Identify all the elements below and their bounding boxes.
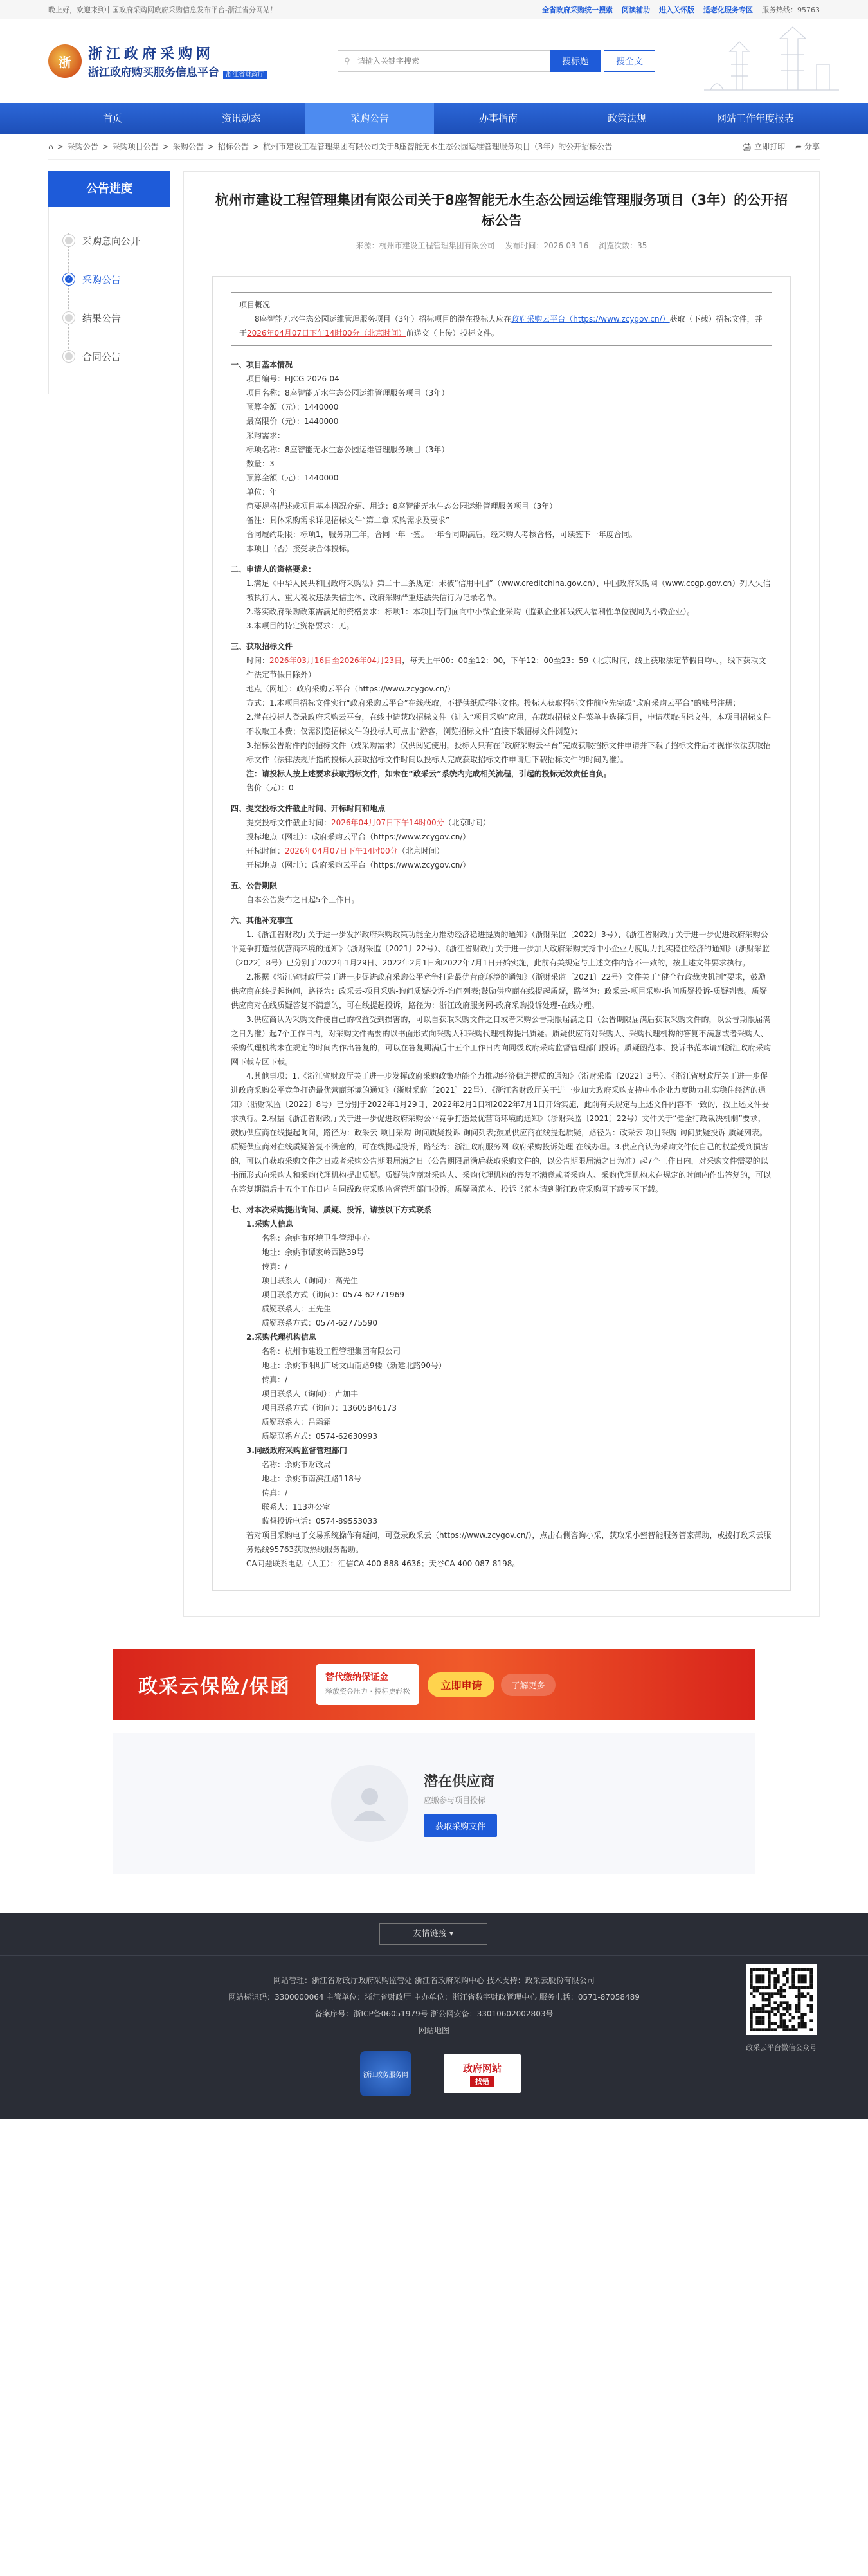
section-line: 地点（网址）：政府采购云平台（https://www.zcygov.cn/）	[246, 684, 455, 693]
section-heading: 一、项目基本情况	[231, 360, 293, 369]
section-line: 项目联系方式（询问）：13605846173	[262, 1403, 397, 1412]
banner-box	[316, 1664, 419, 1705]
welcome-text: 晚上好，欢迎来到中国政府采购网政府采购信息发布平台-浙江省分网站！	[48, 6, 277, 14]
document-sections	[231, 358, 772, 1571]
section-heading: 五、公告期限	[231, 881, 278, 890]
top-link-0[interactable]: 全省政府采购统一搜索	[542, 6, 613, 14]
breadcrumb-item[interactable]: 采购公告	[172, 142, 204, 151]
section-line: 开标时间：2026年04月07日下午14时00分（北京时间）	[246, 846, 444, 855]
supplier-avatar	[331, 1765, 408, 1842]
footer-row: 网站管理：浙江省财政厅政府采购监管处 浙江省政府采购中心 技术支持：政采云股份有限公司	[273, 1976, 595, 1985]
nav-item-4[interactable]: 政策法规	[607, 113, 646, 124]
site-header	[0, 19, 868, 103]
badge2-title: 政府网站	[462, 2062, 502, 2074]
nav-item-2[interactable]: 采购公告	[305, 103, 434, 134]
section-line: 若对项目采购电子交易系统操作有疑问，可登录政采云（https://www.zcygov.cn/），点击右侧咨询小采，获取采小蜜智能服务管家帮助，或拨打政采云服务热线95763获取热线服务帮助。	[246, 1531, 772, 1554]
section-line: 联系人：113办公室	[262, 1503, 330, 1512]
section-line: 4.其他事项：1.《浙江省财政厅关于进一步发挥政府采购政策功能全力推动经济稳进提质的通知》（浙财采监〔2022〕3号）、《浙江省财政厅关于进一步促进政府采购公平竞争打造最优营商环境的通知》（浙财采监〔2021〕22号）、《浙江省财政厅关于进一步加大政府采购支持中小企业力度助力扎实稳住经济的通知》（浙财采监〔2022〕8号）已分别于2022年1月29日、2022年2月1日和2022年7月1日开始实施，此前有关规定与上述文件内容不一致的，按上述文件要求执行。2.根据《浙江省财政厅关于进一步促进政府采购公平竞争打造最优营商环境的通知》（浙财采监〔2021〕22号）文件关于“健全行政裁决机制”要求，鼓励供应商在线提起询问，路径为：政采云-项目采购-询问质疑投诉-询问列表;鼓励供应商在线提起质疑，路径为：政采云-项目采购-询问质疑投诉-质疑列表。质疑供应商对在线质疑答复不满意的，可在线提起投诉，路径为：浙江政府服务网-政府采购投诉处理-在线办理。3.供应商认为采购文件使自己的权益受到损害的，可以自获取采购文件之日或者采购公告期限届满之日（公告期限届满后获取采购文件的，以公告期限届满之日为准）起7个工作日内，对采购文件需要的以书面形式向采购人和采购代理机构提出质疑。质疑供应商对采购人、采购代理机构的答复不满意或者采购人、采购代理机构未在规定的时间内作出答复的，可以在答复期满后十五个工作日内向同级政府采购监督管理部门投诉。质疑函范本、投诉书范本请到浙江政府采购网下载专区下载。	[231, 1072, 772, 1194]
highlighted-date: 2026年04月07日下午14时00分	[331, 818, 444, 827]
nav-item-1[interactable]: 资讯动态	[221, 113, 260, 124]
progress-step-label: 采购公告	[82, 273, 122, 286]
section-line: CA问题联系电话（人工）：汇信CA 400-888-4636；天谷CA 400-087-8198。	[246, 1559, 520, 1568]
section-line: 开标地点（网址）：政府采购云平台（https://www.zcygov.cn/）	[246, 861, 471, 870]
main-nav	[0, 103, 868, 134]
section-line: 数量：3	[246, 459, 275, 468]
nav-item-3[interactable]: 办事指南	[478, 113, 518, 124]
top-link-1[interactable]: 阅读辅助	[622, 6, 650, 14]
section-line: 2.根据《浙江省财政厅关于进一步促进政府采购公平竞争打造最优营商环境的通知》（浙财采监〔2021〕22号）文件关于“健全行政裁决机制”要求，鼓励供应商在线提起询问，路径为：政采云-项目采购-询问质疑投诉-询问列表;鼓励供应商在线提起质疑，路径为：政采云-项目采购-询问质疑投诉-质疑列表。质疑供应商对在线质疑答复不满意的，可在线提起投诉，路径为：浙江政府服务网-政府采购投诉处理-在线办理。	[231, 973, 768, 1010]
site-footer	[0, 1913, 868, 2119]
announcement-article	[183, 171, 820, 1617]
progress-step-label: 合同公告	[82, 351, 122, 363]
top-strip	[0, 0, 868, 19]
section-line: 项目联系人（询问）：卢加丰	[262, 1389, 359, 1398]
check-icon: ✓	[63, 273, 75, 285]
progress-step[interactable]	[63, 337, 170, 376]
section-line: 项目联系人（询问）：高先生	[262, 1276, 359, 1285]
dot-icon	[63, 351, 75, 362]
deadline-text: 2026年04月07日下午14时00分（北京时间）	[247, 329, 406, 338]
section-line: 名称：杭州市建设工程管理集团有限公司	[262, 1347, 401, 1356]
section-line: 备注：具体采购需求详见招标文件“第二章 采购需求及要求”	[246, 516, 450, 525]
breadcrumb-separator: >	[207, 142, 214, 151]
supplier-desc: 应缴参与项目投标	[424, 1795, 486, 1805]
potential-supplier-panel	[113, 1733, 755, 1874]
site-tag: 浙江省财政厅	[223, 71, 267, 79]
section-line: 3.招标公告附件内的招标文件（或采购需求）仅供阅览使用，投标人只有在“政府采购云平台”完成获取招标文件申请并下载了招标文件后才视作依法获取招标文件（法律法规所指的投标人获取招标文件时间以投标人完成获取招标文件申请后下载招标文件的时间为准）。	[246, 741, 771, 764]
top-link-4[interactable]: 服务热线：95763	[762, 6, 820, 14]
section-line: 项目名称：8座智能无水生态公园运维管理服务项目（3年）	[246, 388, 449, 397]
wechat-qr	[746, 1964, 817, 2052]
insurance-banner[interactable]	[113, 1649, 755, 1720]
banner-box-title: 替代缴纳保证金	[325, 1672, 388, 1683]
section-line: 售价（元）：0	[246, 783, 294, 792]
pagoda-skyline-icon	[698, 26, 845, 96]
progress-step[interactable]	[63, 298, 170, 337]
section-line: 3.本项目的特定资格要求：无。	[246, 621, 354, 630]
main-content	[48, 171, 820, 1617]
dot-icon	[63, 312, 75, 324]
section-heading: 四、提交投标文件截止时间、开标时间和地点	[231, 804, 386, 813]
section-line: 预算金额（元）：1440000	[246, 473, 339, 482]
section-line: 地址：余姚市阳明广场文山南路9楼（新建北路90号）	[262, 1361, 446, 1370]
overview-text-3: 前递交（上传）投标文件。	[406, 329, 499, 338]
section-line: 采购需求：	[246, 431, 285, 440]
breadcrumb	[48, 134, 820, 160]
supplier-title: 潜在供应商	[424, 1773, 495, 1790]
progress-sidebar	[48, 171, 170, 1617]
section-line: 质疑联系方式：0574-62630993	[262, 1432, 377, 1441]
footer-info	[0, 1972, 868, 2039]
section-line: 投标地点（网址）：政府采购云平台（https://www.zcygov.cn/）	[246, 832, 471, 841]
footer-divider	[0, 1955, 868, 1956]
site-logo[interactable]	[48, 43, 267, 79]
nav-item-0[interactable]: 首页	[102, 113, 122, 124]
banner-title: 政采云保险/保函	[138, 1676, 291, 1698]
breadcrumb-item[interactable]: 招标公告	[217, 142, 249, 151]
section-line: 2.潜在投标人登录政府采购云平台，在线申请获取招标文件（进入“项目采购”应用，在获取招标文件菜单中选择项目，申请获取招标文件，本项目招标文件不收取工本费；仅需浏览招标文件的投标人可点击“游客，浏览招标文件”直接下载招标文件浏览）；	[246, 713, 771, 736]
dot-icon	[63, 235, 75, 246]
section-line: 项目编号：HJCG-2026-04	[246, 374, 339, 383]
section-line: 方式：1.本项目招标文件实行“政府采购云平台”在线获取，不提供纸质招标文件。投标人获取招标文件前应先完成“政府采购云平台”的账号注册；	[246, 699, 741, 708]
home-icon[interactable]: ⌂	[48, 142, 53, 151]
qr-label: 政采云平台微信公众号	[746, 2043, 817, 2052]
article-published: 发布时间：2026-03-16	[505, 241, 589, 250]
section-line: 标项名称：8座智能无水生态公园运维管理服务项目（3年）	[246, 445, 449, 454]
print-label: 立即打印	[754, 142, 786, 151]
section-heading: 七、对本次采购提出询问、质疑、投诉，请按以下方式联系	[231, 1205, 432, 1214]
overview-text-2: 获取（下载）招标文件，并于	[239, 315, 763, 338]
project-overview	[231, 292, 772, 346]
footer-row[interactable]: 网站地图	[418, 2026, 449, 2035]
section-line: 提交投标文件截止时间：2026年04月07日下午14时00分（北京时间）	[246, 818, 491, 827]
section-line: 2.采购代理机构信息	[246, 1333, 316, 1342]
site-title: 浙江政府采购网	[88, 46, 215, 62]
top-link-2[interactable]: 进入关怀版	[659, 6, 694, 14]
article-source: 来源：杭州市建设工程管理集团有限公司	[356, 241, 495, 250]
top-link-3[interactable]: 适老化服务专区	[703, 6, 753, 14]
share-label: 分享	[804, 142, 820, 151]
section-line: 1.满足《中华人民共和国政府采购法》第二十二条规定；未被“信用中国”（www.creditchina.gov.cn）、中国政府采购网（www.ccgp.gov.cn）列入失信被执行人、重大税收违法失信主体、政府采购严重违法失信行为记录名单。	[246, 579, 771, 602]
section-line: 传真：/	[262, 1262, 288, 1271]
section-line: 预算金额（元）：1440000	[246, 403, 339, 412]
sidebar-title: 公告进度	[48, 171, 170, 207]
section-line: 名称：余姚市财政局	[262, 1460, 332, 1469]
top-links	[542, 5, 820, 15]
search-title-button[interactable]: 搜标题	[550, 50, 601, 72]
highlighted-date: 2026年04月07日下午14时00分	[285, 846, 398, 855]
overview-heading: 项目概况	[239, 300, 271, 309]
document-body	[212, 276, 791, 1591]
breadcrumb-item[interactable]: 杭州市建设工程管理集团有限公司关于8座智能无水生态公园运维管理服务项目（3年）的公开招标公告	[263, 142, 613, 151]
section-line: 2.落实政府采购政策需满足的资格要求：标项1：本项目专门面向中小微企业采购（监狱企业和残疾人福利性单位视同为小微企业）。	[246, 607, 695, 616]
section-line: 传真：/	[262, 1375, 288, 1384]
section-line: 本项目（否）接受联合体投标。	[246, 544, 355, 553]
print-button[interactable]: 🖨 立即打印	[742, 142, 786, 151]
section-line: 3.同级政府采购监督管理部门	[246, 1446, 347, 1455]
breadcrumb-item[interactable]: 采购公告	[67, 142, 98, 151]
banner-box-sub: 释放资金压力 · 投标更轻松	[325, 1687, 410, 1695]
breadcrumb-separator: >	[57, 142, 64, 151]
share-button[interactable]: ➦ 分享	[795, 142, 820, 151]
user-icon	[347, 1781, 392, 1826]
banner-apply-button[interactable]: 立即申请	[428, 1672, 494, 1697]
breadcrumb-separator: >	[162, 142, 169, 151]
qr-code-icon	[746, 1964, 817, 2035]
section-line: 质疑联系人：吕霜霜	[262, 1418, 332, 1427]
search-fulltext-button[interactable]: 搜全文	[604, 50, 655, 72]
section-line: 地址：余姚市谭家岭西路39号	[262, 1248, 365, 1257]
section-heading: 二、申请人的资格要求：	[231, 565, 316, 574]
progress-steps	[48, 207, 170, 394]
search-input[interactable]	[338, 50, 550, 72]
section-line: 1.采购人信息	[246, 1219, 293, 1229]
section-line: 1.《浙江省财政厅关于进一步发挥政府采购政策功能全力推动经济稳进提质的通知》（浙财采监〔2022〕3号）、《浙江省财政厅关于进一步促进政府采购公平竞争打造最优营商环境的通知》（浙财采监〔2021〕22号）、《浙江省财政厅关于进一步加大政府采购支持中小企业力度助力扎实稳住经济的通知》（浙财采监〔2022〕8号）已分别于2022年1月29日、2022年2月1日和2022年7月1日开始实施，此前有关规定与上述文件内容不一致的，按上述文件要求执行。	[231, 930, 770, 967]
article-title: 杭州市建设工程管理集团有限公司关于8座智能无水生态公园运维管理服务项目（3年）的公开招标公告	[215, 192, 788, 228]
section-line: 项目联系方式（询问）：0574-62771969	[262, 1290, 404, 1299]
highlighted-date: 2026年03月16日至2026年04月23日	[269, 656, 402, 665]
badge2-sub: 找错	[470, 2076, 494, 2087]
section-line: 质疑联系方式：0574-62775590	[262, 1319, 377, 1328]
section-line: 合同履约期限：标项1，服务期三年，合同一年一签。一年合同期满后，经采购人考核合格，可续签下一年度合同。	[246, 530, 637, 539]
section-heading: 六、其他补充事宜	[231, 916, 293, 925]
breadcrumb-separator: >	[252, 142, 259, 151]
article-views: 浏览次数：35	[599, 241, 647, 250]
section-line: 名称：余姚市环境卫生管理中心	[262, 1234, 370, 1243]
footer-row: 备案序号：浙ICP备06051979号 浙公网安备：33010602002803号	[314, 2009, 554, 2018]
progress-step-label: 采购意向公开	[82, 235, 141, 247]
section-heading: 三、获取招标文件	[231, 642, 293, 651]
section-line: 监督投诉电话：0574-89553033	[262, 1517, 377, 1526]
section-line: 时间：2026年03月16日至2026年04月23日，每天上午00：00至12：00，下午12：00至23：59（北京时间，线上获取法定节假日均可，线下获取文件法定节假日除外）	[246, 656, 766, 679]
breadcrumb-separator: >	[102, 142, 109, 151]
gov-service-badge[interactable]: 浙江政务服务网	[360, 2051, 411, 2096]
footer-row: 网站标识码：3300000064 主管单位：浙江省财政厅 主办单位：浙江省数字财政管理中心 服务电话：0571-87058489	[228, 1993, 640, 2002]
get-documents-button[interactable]: 获取采购文件	[424, 1814, 497, 1837]
breadcrumb-item[interactable]: 采购项目公告	[112, 142, 159, 151]
section-line: 最高限价（元）：1440000	[246, 417, 339, 426]
zcygov-link[interactable]: 政府采购云平台（https://www.zcygov.cn/）	[511, 315, 670, 324]
section-line: 3.供应商认为采购文件使自己的权益受到损害的，可以自获取采购文件之日或者采购公告期限届满之日（公告期限届满后获取采购文件的，以公告期限届满之日为准）起7个工作日内，对采购文件需要的以书面形式向采购人和采购代理机构提出质疑。质疑供应商对采购人、采购代理机构的答复不满意或者采购人、采购代理机构未在规定的时间内作出答复的，可以在答复期满后十五个工作日内向同级政府采购监督管理部门投诉。质疑函范本、投诉书范本请到浙江政府采购网下载专区下载。	[231, 1015, 772, 1066]
section-line: 简要规格描述或项目基本概况介绍、用途：8座智能无水生态公园运维管理服务项目（3年）	[246, 502, 557, 511]
gov-site-error-badge[interactable]	[444, 2054, 521, 2093]
search-bar	[338, 50, 655, 72]
banner-more-button[interactable]: 了解更多	[501, 1674, 555, 1696]
section-line: 传真：/	[262, 1488, 288, 1497]
section-line: 地址：余姚市南滨江路118号	[262, 1474, 361, 1483]
friend-links-dropdown[interactable]: 友情链接 ▾	[379, 1923, 487, 1945]
section-line: 自本公告发布之日起5个工作日。	[246, 895, 359, 904]
emblem-icon: 浙	[48, 44, 82, 78]
nav-item-5[interactable]: 网站工作年度报表	[716, 113, 794, 124]
progress-step-label: 结果公告	[82, 312, 122, 324]
search-icon: ⚲	[344, 56, 350, 66]
progress-step[interactable]	[63, 221, 170, 260]
site-subtitle: 浙江政府购买服务信息平台	[88, 66, 219, 79]
section-line: 质疑联系人：王先生	[262, 1304, 332, 1313]
section-line: 注：请投标人按上述要求获取招标文件，如未在“政采云”系统内完成相关流程，引起的投标无效责任自负。	[246, 769, 611, 778]
article-meta	[210, 240, 793, 260]
section-line: 单位：年	[246, 488, 278, 497]
progress-step[interactable]	[63, 260, 170, 298]
overview-text-1: 8座智能无水生态公园运维管理服务项目（3年）招标项目的潜在投标人应在	[255, 315, 512, 324]
